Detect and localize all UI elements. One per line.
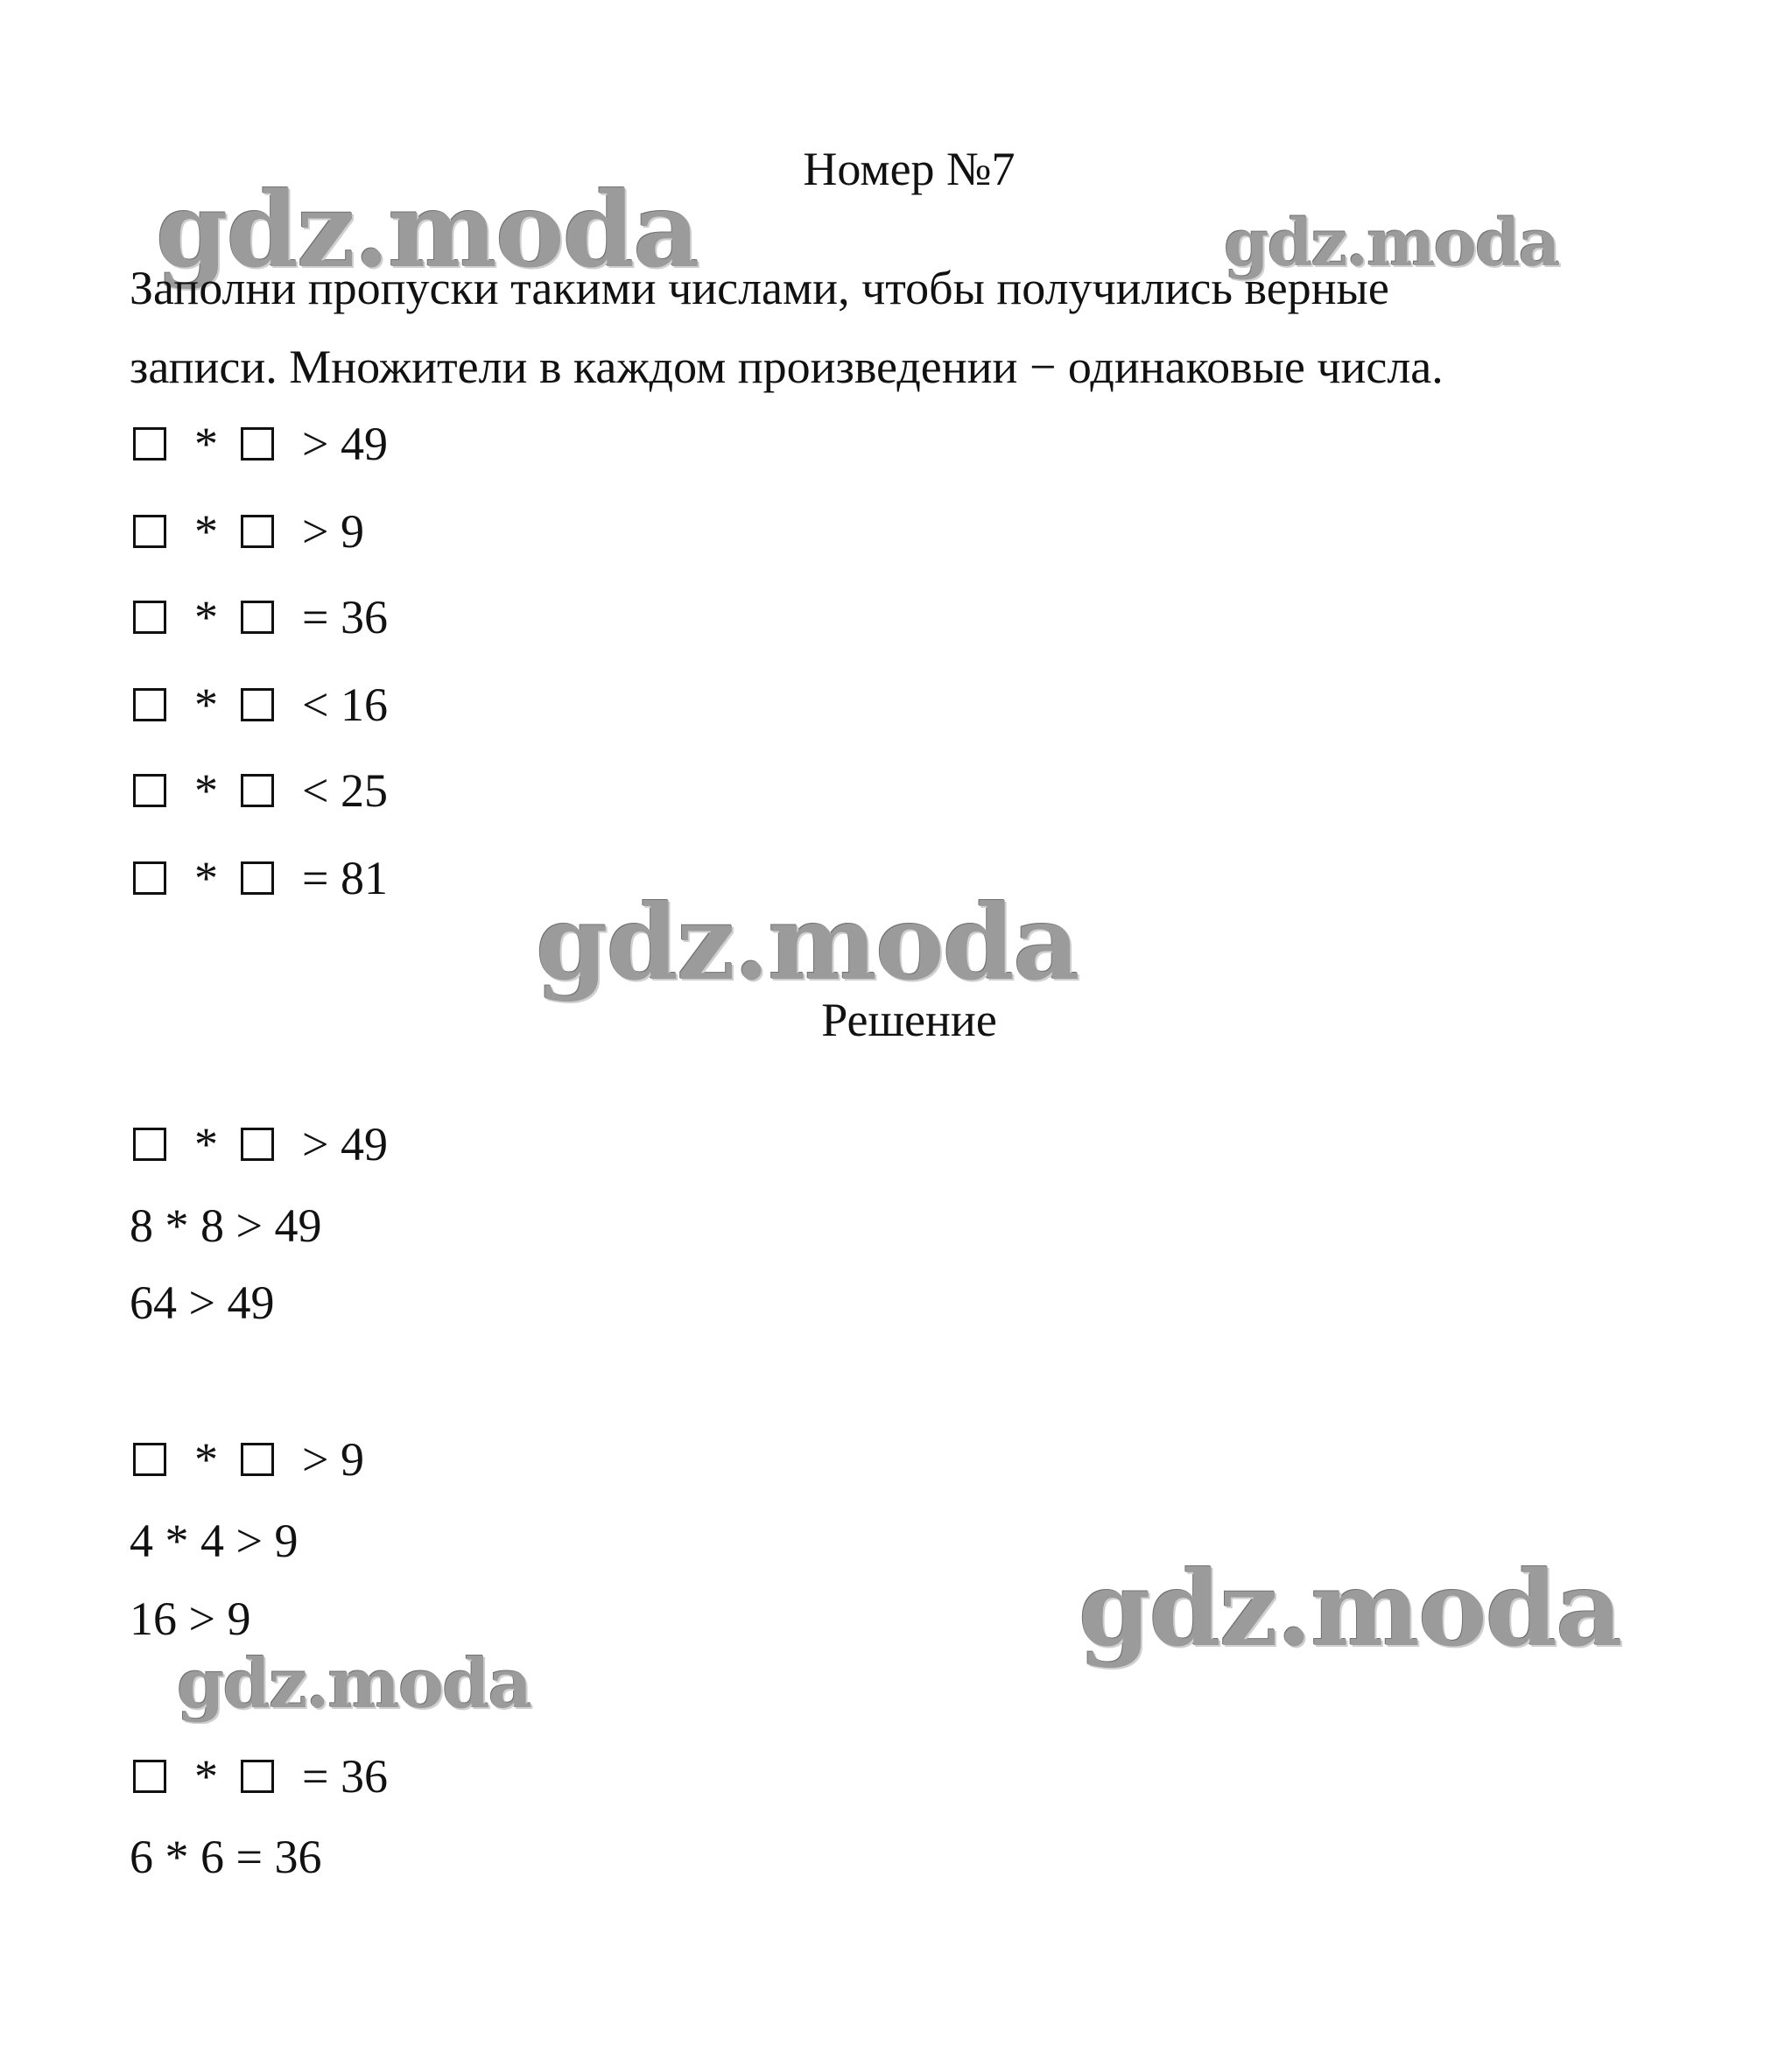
blank-box [241, 1128, 274, 1161]
watermark: gdz.moda [156, 169, 699, 291]
exercise-relation: > 9 [302, 505, 364, 558]
exercise-row [130, 413, 388, 475]
blank-box [241, 1760, 274, 1793]
solution-step: 8 * 8 > 49 [130, 1199, 322, 1252]
watermark: gdz.moda [177, 1644, 531, 1724]
solution-step: 6 * 6 = 36 [130, 1831, 322, 1883]
blank-box [133, 861, 166, 895]
blank-box [241, 515, 274, 548]
blank-box [241, 427, 274, 461]
exercise-relation: = 36 [302, 591, 388, 643]
blank-box [133, 1443, 166, 1476]
multiply-sign: * [194, 1118, 218, 1171]
solution-row [130, 1429, 364, 1490]
solution-result: 64 > 49 [130, 1276, 275, 1329]
exercise-row [130, 760, 388, 821]
blank-box [133, 601, 166, 634]
blank-box [241, 688, 274, 721]
blank-box [133, 688, 166, 721]
multiply-sign: * [194, 505, 218, 558]
blank-box [133, 515, 166, 548]
watermark: gdz.moda [1224, 206, 1559, 281]
solution-title: Решение [821, 994, 997, 1046]
solution-row [130, 1746, 388, 1807]
solution-relation: = 36 [302, 1750, 388, 1803]
blank-box [133, 774, 166, 807]
exercise-relation: < 16 [302, 678, 388, 731]
blank-box [133, 1128, 166, 1161]
solution-relation: > 9 [302, 1433, 364, 1486]
multiply-sign: * [194, 591, 218, 643]
blank-box [241, 1443, 274, 1476]
blank-box [133, 1760, 166, 1793]
exercise-row [130, 674, 388, 735]
task-text-line-2: записи. Множители в каждом произведении − одинаковые числа. [130, 341, 1444, 393]
watermark: gdz.moda [536, 882, 1079, 1003]
watermark: gdz.moda [1079, 1548, 1621, 1670]
blank-box [241, 601, 274, 634]
blank-box [241, 774, 274, 807]
exercise-row [130, 501, 364, 562]
multiply-sign: * [194, 852, 218, 904]
blank-box [133, 427, 166, 461]
exercise-relation: = 81 [302, 852, 388, 904]
page-title: Номер №7 [803, 143, 1015, 195]
exercise-row [130, 587, 388, 648]
exercise-relation: > 49 [302, 418, 388, 470]
exercise-row [130, 847, 388, 909]
solution-row [130, 1114, 388, 1175]
task-text-line-1: Заполни пропуски такими числами, чтобы получились верные [130, 262, 1389, 314]
multiply-sign: * [194, 418, 218, 470]
multiply-sign: * [194, 1433, 218, 1486]
multiply-sign: * [194, 764, 218, 817]
multiply-sign: * [194, 678, 218, 731]
solution-result: 16 > 9 [130, 1592, 251, 1645]
multiply-sign: * [194, 1750, 218, 1803]
blank-box [241, 861, 274, 895]
exercise-relation: < 25 [302, 764, 388, 817]
solution-relation: > 49 [302, 1118, 388, 1171]
solution-step: 4 * 4 > 9 [130, 1515, 299, 1567]
